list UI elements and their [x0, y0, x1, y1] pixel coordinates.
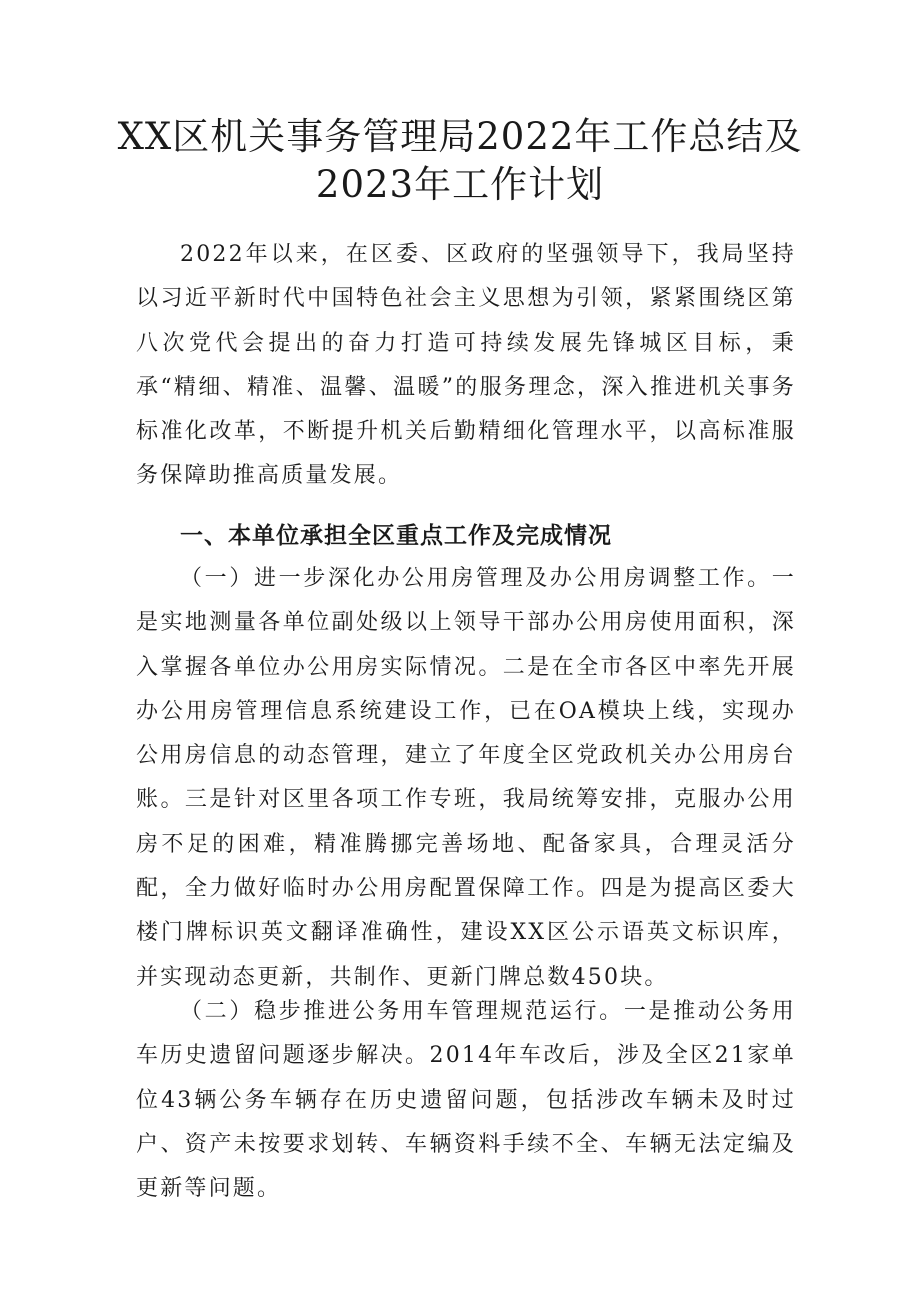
- document-title-line1: XX区机关事务管理局2022年工作总结及: [117, 115, 803, 158]
- section-heading: 一、本单位承担全区重点工作及完成情况: [180, 523, 612, 549]
- document-title-line2: 2023年工作计划: [315, 163, 605, 206]
- intro-paragraph: 2022年以来，在区委、区政府的坚强领导下，我局坚持以习近平新时代中国特色社会主义思想为引领，紧紧围绕区第八次党代会提出的奋力打造可持续发展先锋城区目标，秉承“精细、精准、温馨、温暖”的服务理念，深入推进机关事务标准化改革，不断提升机关后勤精细化管理水平，以高标准服务保障助推高质量发展。: [136, 242, 796, 489]
- office-space-paragraph: （一）进一步深化办公用房管理及办公用房调整工作。一是实地测量各单位副处级以上领导干部办公用房使用面积，深入掌握各单位办公用房实际情况。二是在全市各区中率先开展办公用房管理信息系统建设工作，已在OA模块上线，实现办公用房信息的动态管理，建立了年度全区党政机关办公用房台账。三是针对区里各项工作专班，我局统筹安排，克服办公用房不足的困难，精准腾挪完善场地、配备家具，合理灵活分配，全力做好临时办公用房配置保障工作。四是为提高区委大楼门牌标识英文翻译准确性，建设XX区公示语英文标识库，并实现动态更新，共制作、更新门牌总数450块。: [136, 566, 796, 990]
- vehicle-management-paragraph: （二）稳步推进公务用车管理规范运行。一是推动公务用车历史遗留问题逐步解决。2014年车改后，涉及全区21家单位43辆公务车辆存在历史遗留问题，包括涉改车辆未及时过户、资产未按要求划转、车辆资料手续不全、车辆无法定编及更新等问题。: [136, 999, 796, 1202]
